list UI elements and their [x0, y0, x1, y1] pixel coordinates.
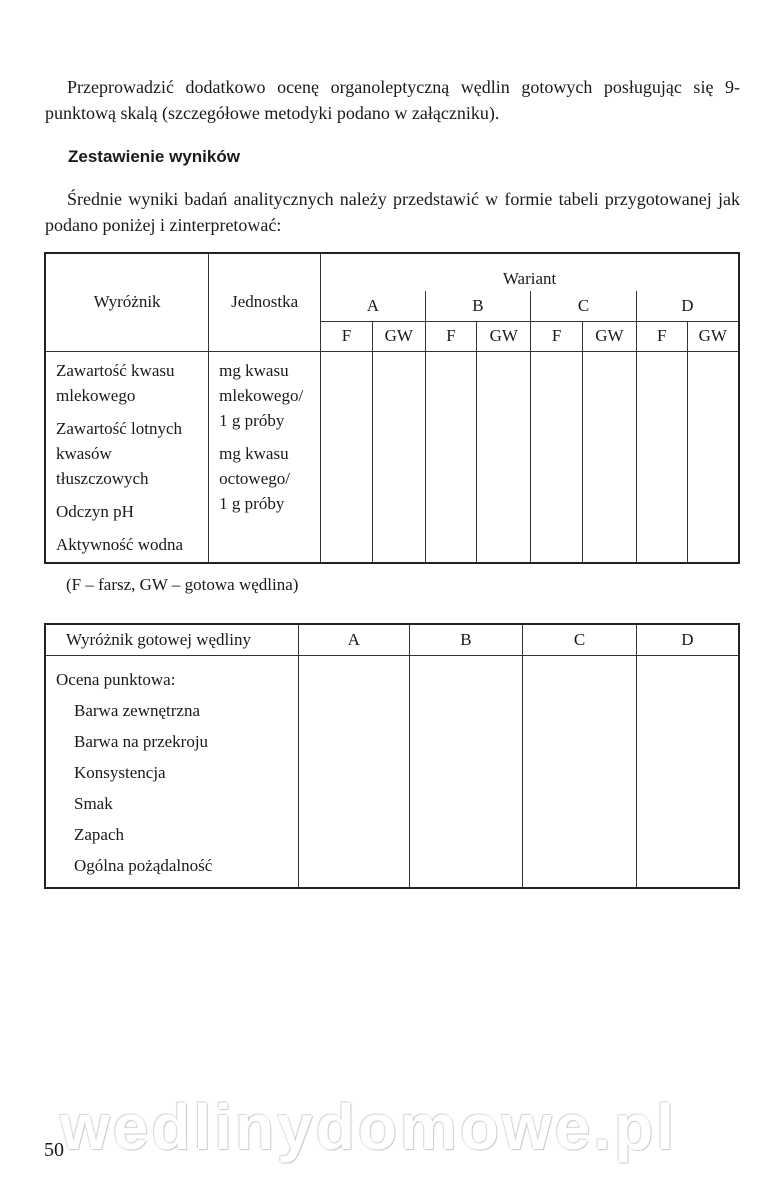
score-cell [409, 656, 523, 889]
intro-paragraph: Przeprowadzić dodatkowo ocenę organoleptyczną wędlin gotowych posługując się 9-punktową skalą (szczegółowe metodyki podano w załączniku). [45, 77, 740, 123]
sensory-item: Barwa na przekroju [74, 732, 209, 751]
sensory-item: Konsystencja [74, 763, 166, 782]
sensory-item: Zapach [74, 825, 125, 844]
unit-line: mg kwasu [219, 360, 289, 380]
sub-header-gw: GW [372, 321, 425, 351]
feature-line: Zawartość lotnych [56, 418, 183, 438]
variant-c-header: C [531, 291, 637, 321]
page-number: 50 [44, 1139, 64, 1161]
value-cell [477, 351, 531, 563]
sub-header-gw: GW [687, 321, 739, 351]
variant-a-header: A [321, 291, 426, 321]
variant-d-header: D [636, 291, 739, 321]
sensory-item: Smak [74, 794, 113, 813]
sub-header-f: F [321, 321, 373, 351]
sensory-item: Ogólna pożądalność [74, 856, 213, 875]
unit-column-header: Jednostka [209, 253, 321, 351]
variant-header: Wariant [321, 253, 739, 291]
unit-line: 1 g próby [219, 410, 285, 430]
value-cell [582, 351, 636, 563]
feature-line: tłuszczowych [56, 468, 149, 488]
value-cell [687, 351, 739, 563]
feature-line: mlekowego [56, 385, 136, 405]
value-cell [636, 351, 687, 563]
score-cell [523, 656, 637, 889]
sub-header-f: F [636, 321, 687, 351]
sub-header-gw: GW [477, 321, 531, 351]
unit-line: mg kwasu [219, 443, 289, 463]
score-cell [299, 656, 410, 889]
score-group-label: Ocena punktowa: [56, 670, 176, 689]
sub-header-gw: GW [582, 321, 636, 351]
value-cell [425, 351, 477, 563]
value-cell [321, 351, 373, 563]
variant-b-header: B [409, 624, 523, 656]
variant-c-header: C [523, 624, 637, 656]
table-caption: (F – farsz, GW – gotowa wędlina) [66, 575, 299, 594]
results-paragraph: Średnie wyniki badań analitycznych należy przedstawić w formie tabeli przygotowanej jak podano poniżej i zinterpretować: [45, 189, 740, 235]
feature-column-header: Wyróżnik [45, 253, 209, 351]
section-heading: Zestawienie wyników [68, 147, 240, 166]
sub-header-f: F [425, 321, 477, 351]
feature-line: kwasów [56, 443, 112, 463]
sensory-evaluation-table [44, 623, 740, 889]
value-cell [372, 351, 425, 563]
variant-a-header: A [299, 624, 410, 656]
analysis-results-table [44, 252, 740, 564]
value-cell [531, 351, 583, 563]
sensory-feature-header: Wyróżnik gotowej wędliny [45, 624, 299, 656]
unit-cell [209, 351, 321, 563]
sensory-item: Barwa zewnętrzna [74, 701, 201, 720]
feature-line: Zawartość kwasu [56, 360, 175, 380]
watermark-logo: wedlinydomowe.pl [60, 1091, 677, 1163]
feature-line: Aktywność wodna [56, 534, 184, 554]
variant-d-header: D [636, 624, 739, 656]
sensory-feature-cell [45, 656, 299, 889]
unit-line: mlekowego/ [219, 385, 304, 405]
score-cell [636, 656, 739, 889]
unit-line: 1 g próby [219, 493, 285, 513]
variant-b-header: B [425, 291, 531, 321]
feature-line: Odczyn pH [56, 501, 134, 521]
sub-header-f: F [531, 321, 583, 351]
unit-line: octowego/ [219, 468, 290, 488]
feature-cell [45, 351, 209, 563]
